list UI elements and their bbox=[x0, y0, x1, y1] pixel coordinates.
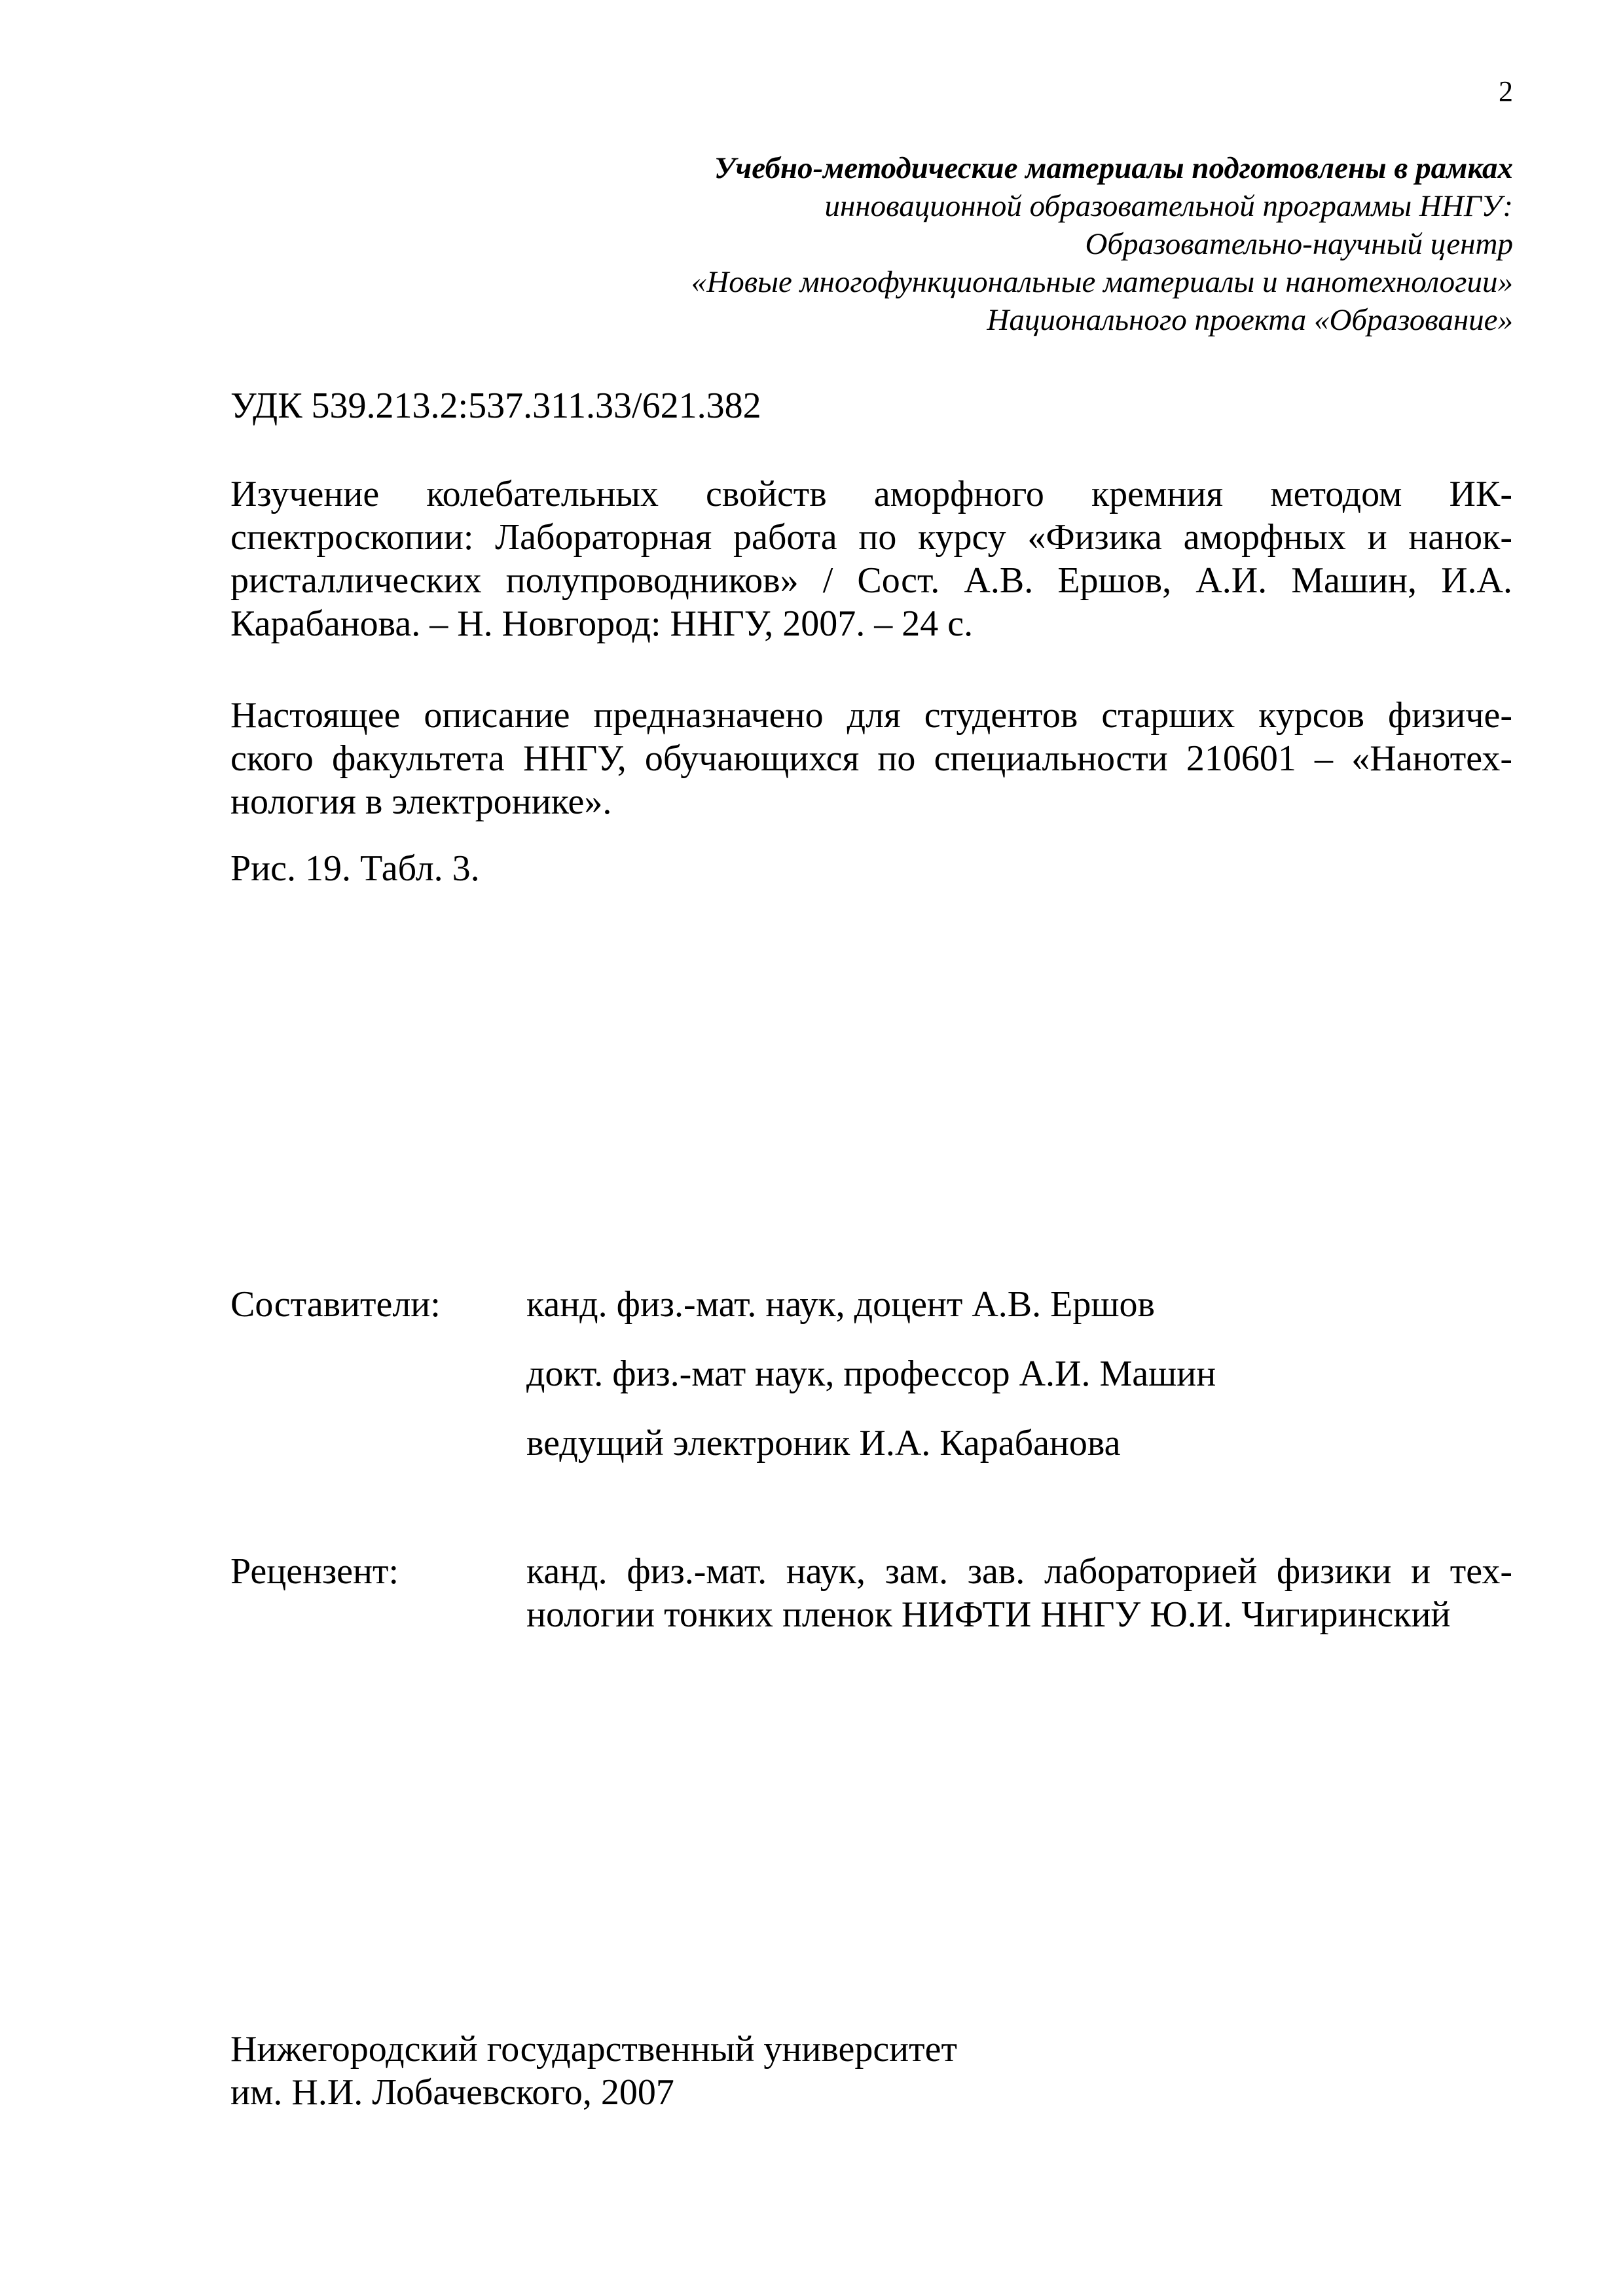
publisher-imprint bbox=[230, 2028, 957, 2114]
audience-description bbox=[230, 694, 1512, 823]
reviewer-line: нологии тонких пленок НИФТИ ННГУ Ю.И. Чигиринский bbox=[526, 1594, 1451, 1635]
reviewer-label: Рецензент: bbox=[230, 1551, 399, 1592]
series-note-line: инновационной образовательной программы ННГУ: bbox=[824, 189, 1513, 223]
description-line: Настоящее описание предназначено для студентов старших курсов физиче- bbox=[230, 695, 1512, 736]
series-note bbox=[465, 149, 1513, 339]
reviewer-line: канд. физ.-мат. наук, зам. зав. лабораторией физики и тех- bbox=[526, 1551, 1512, 1592]
compiler-item: докт. физ.-мат наук, профессор А.И. Машин bbox=[526, 1354, 1216, 1394]
udc-code: УДК 539.213.2:537.311.33/621.382 bbox=[230, 386, 761, 426]
bibliographic-line: Изучение колебательных свойств аморфного кремния методом ИК- bbox=[230, 474, 1512, 514]
compiler-item: ведущий электроник И.А. Карабанова bbox=[526, 1423, 1121, 1463]
bibliographic-description bbox=[230, 473, 1512, 645]
page-number: 2 bbox=[1499, 75, 1513, 107]
series-note-line: Учебно-методические материалы подготовлены в рамках bbox=[714, 151, 1513, 185]
reviewer-details bbox=[526, 1550, 1512, 1636]
compiler-item: канд. физ.-мат. наук, доцент А.В. Ершов bbox=[526, 1284, 1155, 1325]
series-note-line: «Новые многофункциональные материалы и нанотехнологии» bbox=[691, 265, 1513, 299]
compilers-label: Составители: bbox=[230, 1284, 441, 1325]
figures-tables-count: Рис. 19. Табл. 3. bbox=[230, 848, 480, 889]
bibliographic-line: ристаллических полупроводников» / Сост. А.В. Ершов, А.И. Машин, И.А. bbox=[230, 560, 1512, 601]
series-note-line: Образовательно-научный центр bbox=[1085, 227, 1513, 261]
bibliographic-line: спектроскопии: Лабораторная работа по курсу «Физика аморфных и нанок- bbox=[230, 517, 1512, 558]
series-note-line: Национального проекта «Образование» bbox=[987, 303, 1513, 337]
description-line: нология в электронике». bbox=[230, 781, 612, 822]
publisher-year: им. Н.И. Лобачевского, 2007 bbox=[230, 2072, 674, 2113]
publisher-name: Нижегородский государственный университет bbox=[230, 2029, 957, 2070]
description-line: ского факультета ННГУ, обучающихся по специальности 210601 – «Нанотех- bbox=[230, 738, 1512, 779]
bibliographic-line: Карабанова. – Н. Новгород: ННГУ, 2007. – 24 с. bbox=[230, 603, 974, 644]
